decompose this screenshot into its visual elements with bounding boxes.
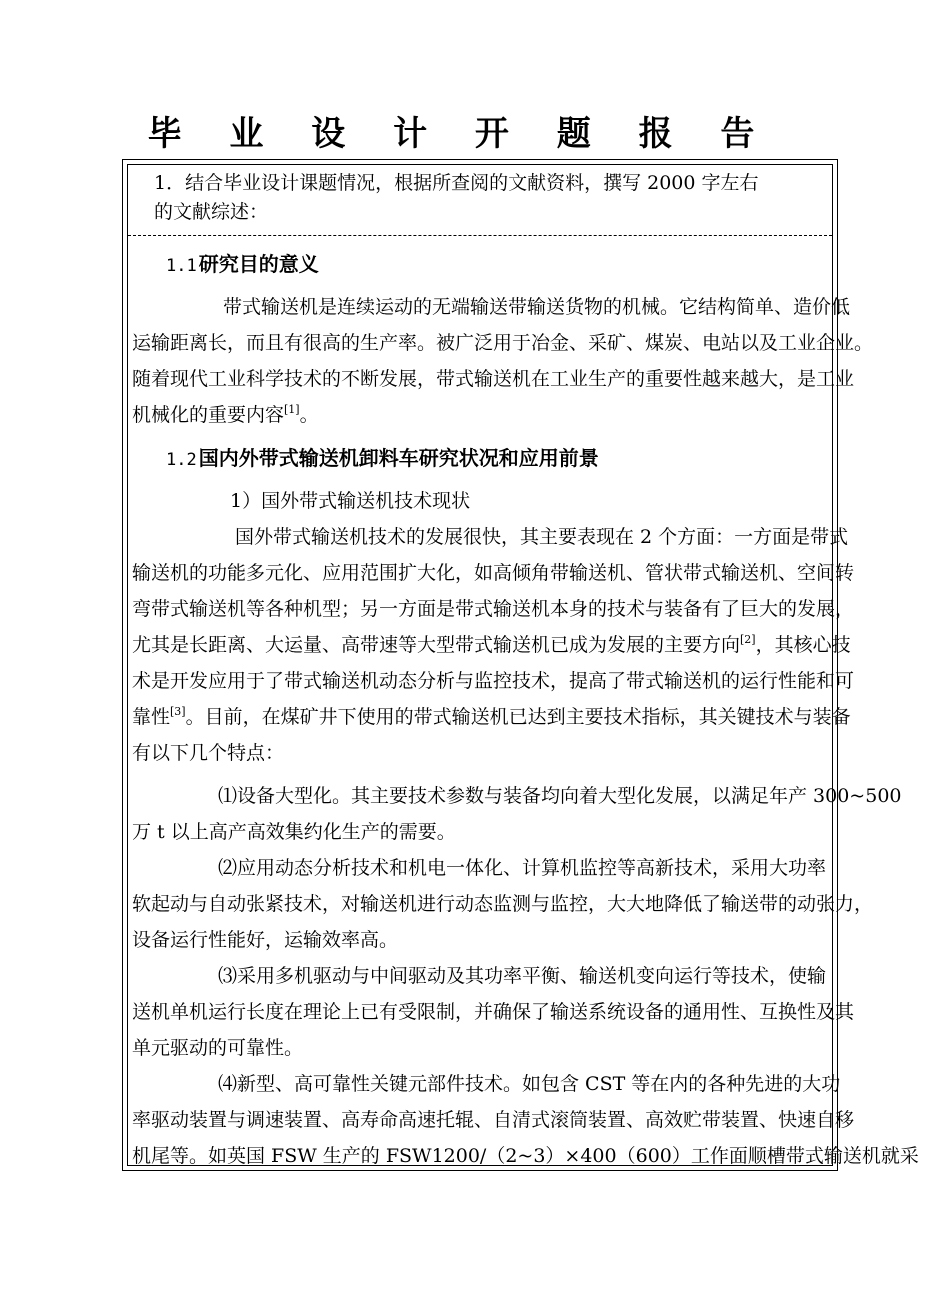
prompt-line: 的文献综述： (154, 201, 269, 223)
section-heading-1-2 (166, 443, 876, 475)
citation-ref: [1] (284, 403, 300, 416)
prompt-text (154, 169, 844, 227)
list-item-line: 设备运行性能好，运输效率高。 (132, 929, 399, 951)
list-item-line: ⑷新型、高可靠性关键元部件技术。如包含 CST 等在内的各种先进的大功 (218, 1073, 841, 1095)
section-number: 1.2 (166, 450, 197, 470)
paragraph-line (132, 400, 842, 430)
paragraph-line: 随着现代工业科学技术的不断发展，带式输送机在工业生产的重要性越来越大，是工业 (132, 368, 855, 390)
citation-ref: [3] (170, 705, 186, 718)
text-run: ，其核心技 (755, 634, 851, 656)
section-number: 1.1 (166, 256, 197, 276)
text-run: 靠性 (132, 706, 171, 728)
report-table (122, 159, 919, 1171)
list-item-line: ⑵应用动态分析技术和机电一体化、计算机监控等高新技术，采用大功率 (218, 857, 827, 879)
paragraph-line (132, 702, 851, 732)
prompt-line: 1．结合毕业设计课题情况，根据所查阅的文献资料，撰写 2000 字左右 (154, 172, 759, 194)
citation-ref: [2] (740, 633, 756, 646)
list-item-line: 送机单机运行长度在理论上已有受限制，并确保了输送系统设备的通用性、互换性及其 (132, 1001, 855, 1023)
text-run: 。 (299, 404, 319, 426)
section-title: 研究目的意义 (198, 252, 319, 276)
page-title: 毕 业 设 计 开 题 报 告 (147, 114, 773, 154)
list-item-line: ⑴设备大型化。其主要技术参数与装备均向着大型化发展，以满足年产 300~500 (218, 785, 902, 807)
report-cell (127, 164, 919, 1167)
paragraph-line: 有以下几个特点： (132, 742, 285, 764)
paragraph-line: 国外带式输送机技术的发展很快，其主要表现在 2 个方面：一方面是带式 (235, 526, 849, 548)
paragraph-line: 输送机的功能多元化、应用范围扩大化，如高倾角带输送机、管状带式输送机、空间转 (132, 562, 855, 584)
list-item-line: 率驱动装置与调速装置、高寿命高速托辊、自清式滚筒装置、高效贮带装置、快速自移 (132, 1109, 855, 1131)
dashed-divider (128, 235, 832, 236)
paragraph-line: 运输距离长，而且有很高的生产率。被广泛用于冶金、采矿、煤炭、电站以及工业企业。 (132, 332, 874, 354)
paragraph-line: 术是开发应用于了带式输送机动态分析与监控技术，提高了带式输送机的运行性能和可 (132, 670, 855, 692)
section-heading-1-1 (166, 249, 876, 281)
text-run: 机械化的重要内容 (132, 404, 285, 426)
paragraph-line: 带式输送机是连续运动的无端输送带输送货物的机械。它结构简单、造价低 (223, 296, 851, 318)
list-item-line: 机尾等。如英国 FSW 生产的 FSW1200/（2~3）×400（600）工作面顺槽带式输送机就采 (132, 1145, 919, 1167)
section-title: 国内外带式输送机卸料车研究状况和应用前景 (198, 446, 599, 470)
list-item-line: ⑶采用多机驱动与中间驱动及其功率平衡、输送机变向运行等技术，使输 (218, 965, 827, 987)
text-run: 尤其是长距离、大运量、高带速等大型带式输送机已成为发展的主要方向 (132, 634, 741, 656)
paragraph-line: 弯带式输送机等各种机型；另一方面是带式输送机本身的技术与装备有了巨大的发展， (132, 598, 855, 620)
paragraph-line (132, 630, 851, 660)
list-item-line: 万 t 以上高产高效集约化生产的需要。 (132, 821, 456, 843)
subheading: 1）国外带式输送机技术现状 (230, 490, 471, 512)
list-item-line: 单元驱动的可靠性。 (132, 1037, 304, 1059)
list-item-line: 软起动与自动张紧技术，对输送机进行动态监测与监控，大大地降低了输送带的动张力， (132, 893, 874, 915)
text-run: 。目前，在煤矿井下使用的带式输送机已达到主要技术指标，其关键技术与装备 (185, 706, 851, 728)
